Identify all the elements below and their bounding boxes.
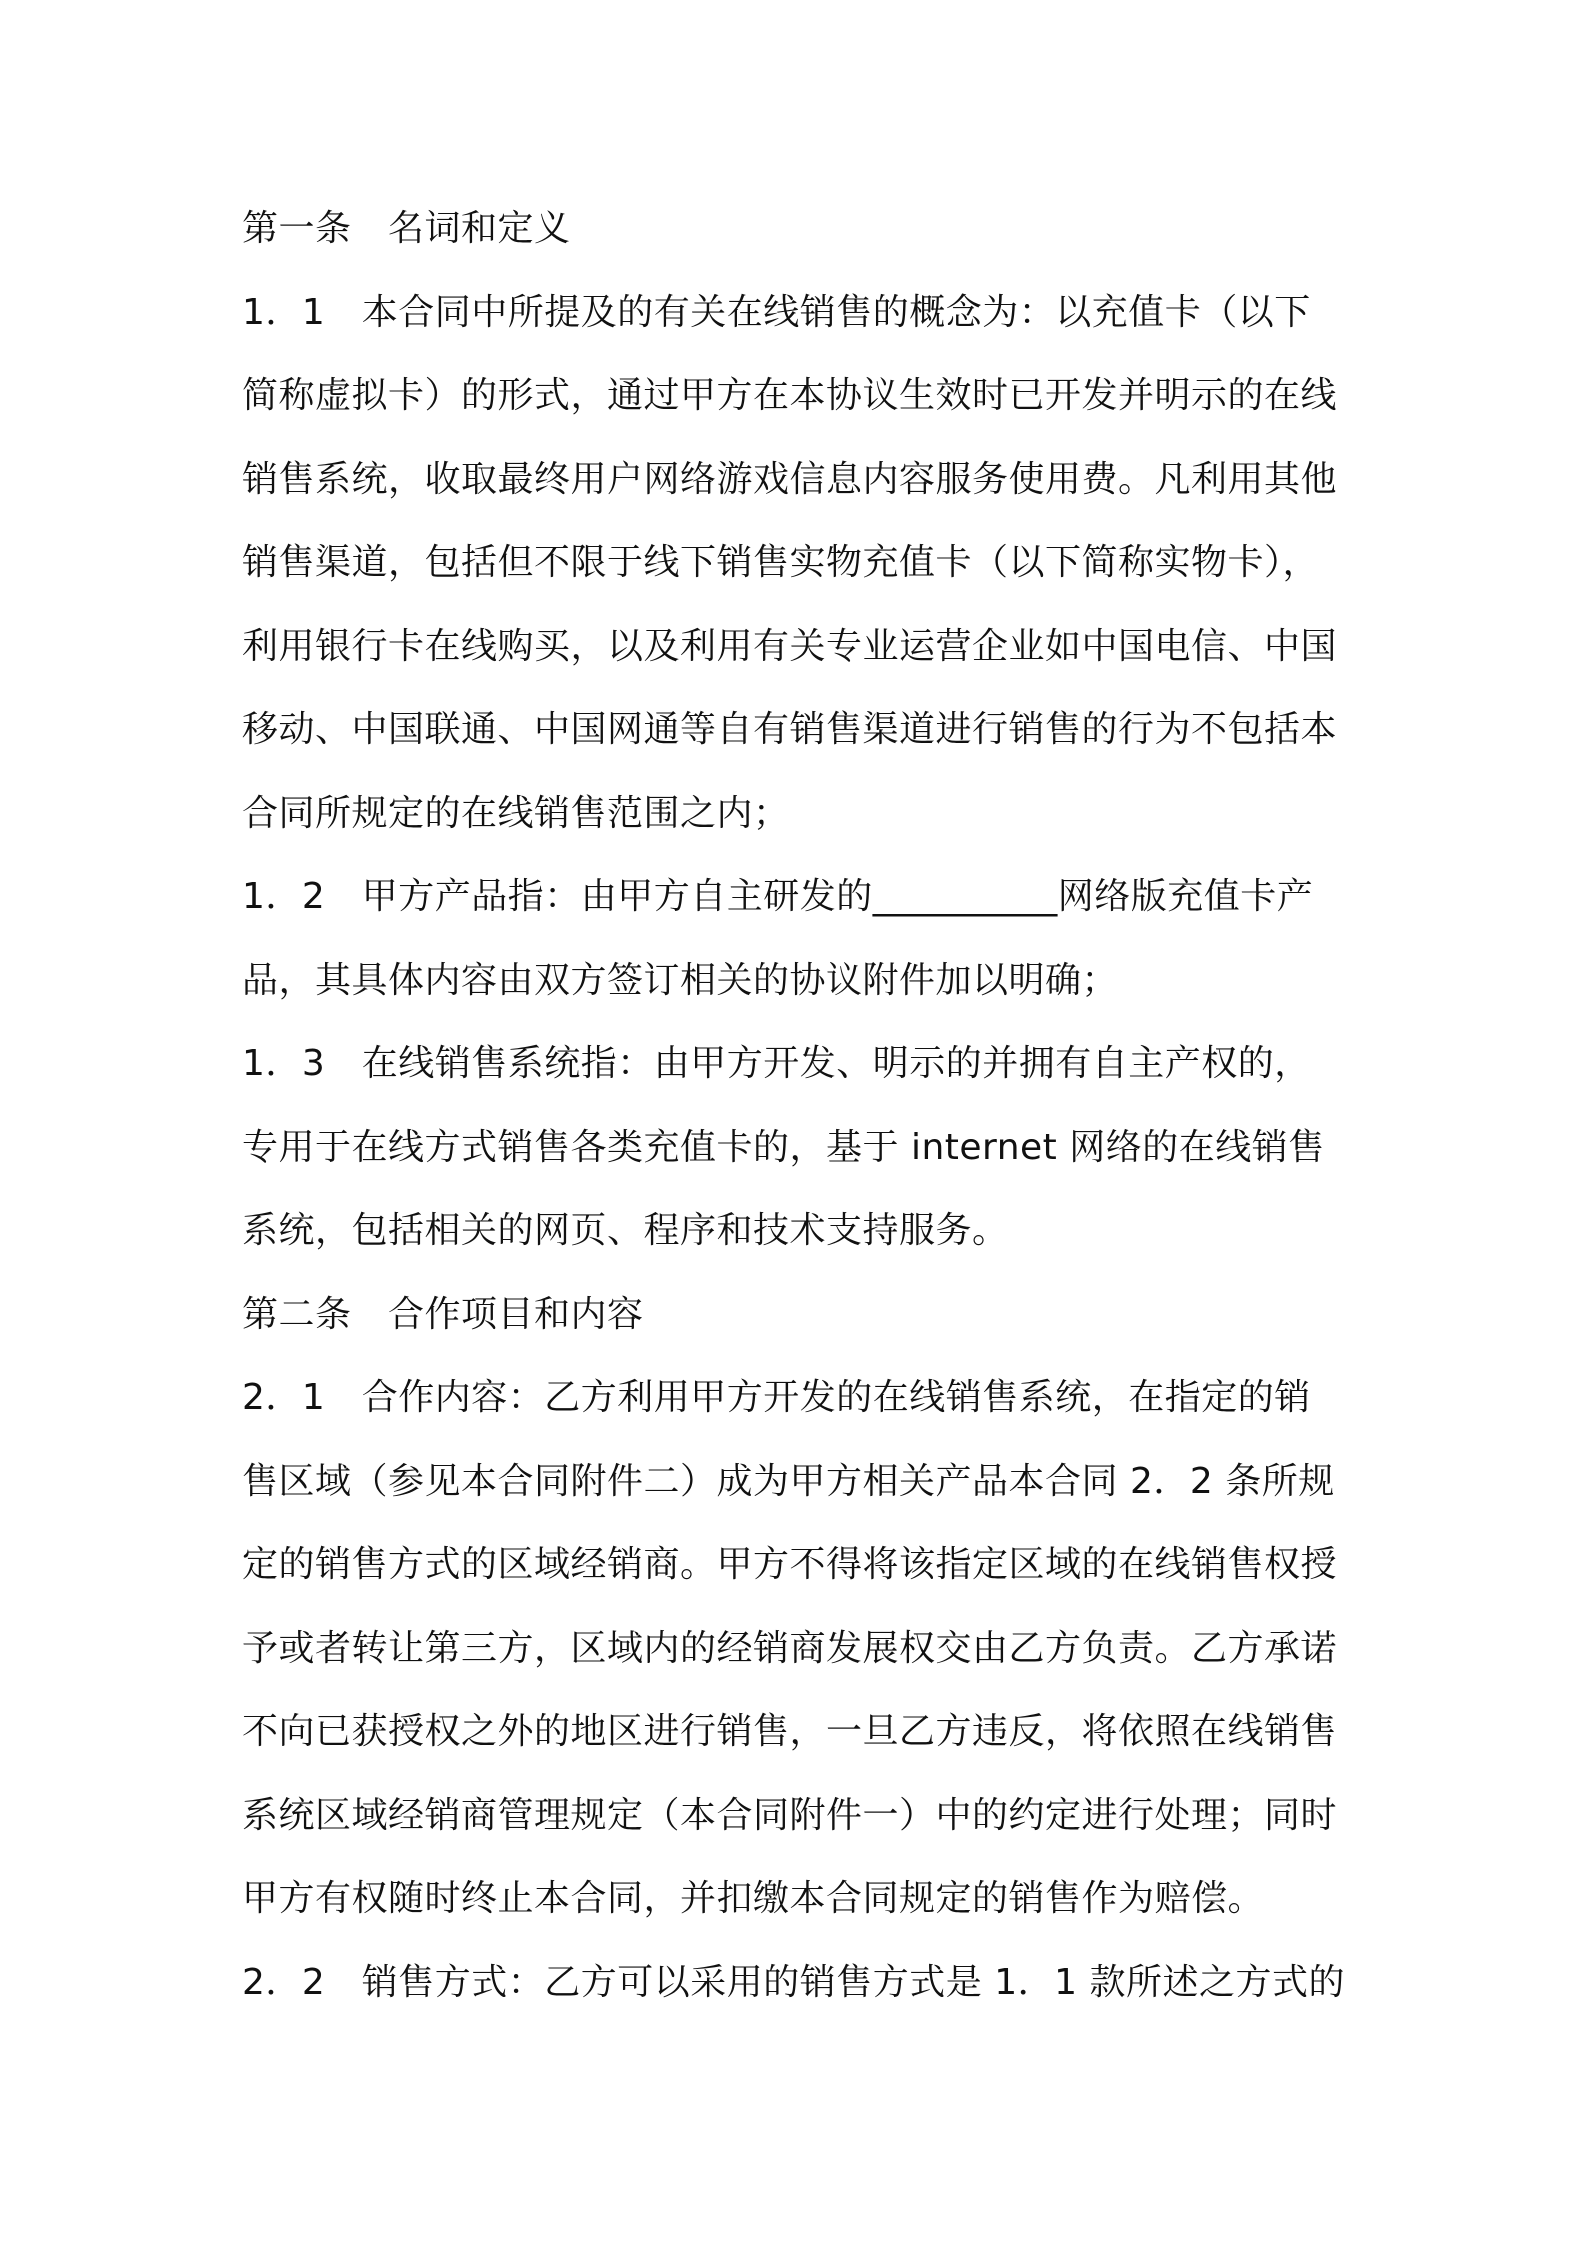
paragraph-line: 2．2 销售方式：乙方可以采用的销售方式是 1．1 款所述之方式的 [242, 1962, 1346, 2003]
paragraph-line: 不向已获授权之外的地区进行销售，一旦乙方违反，将依照在线销售 [242, 1711, 1338, 1752]
paragraph-line: 系统，包括相关的网页、程序和技术支持服务。 [242, 1210, 1009, 1251]
paragraph-line: 销售系统，收取最终用户网络游戏信息内容服务使用费。凡利用其他 [242, 459, 1338, 500]
paragraph-line: 定的销售方式的区域经销商。甲方不得将该指定区域的在线销售权授 [242, 1544, 1338, 1585]
paragraph-line: 1．1 本合同中所提及的有关在线销售的概念为：以充值卡（以下 [242, 292, 1311, 333]
paragraph-line: 2．1 合作内容：乙方利用甲方开发的在线销售系统，在指定的销 [242, 1377, 1311, 1418]
paragraph-line: 售区域（参见本合同附件二）成为甲方相关产品本合同 2．2 条所规 [242, 1461, 1335, 1502]
article-2-heading: 第二条 合作项目和内容 [242, 1294, 644, 1335]
paragraph-line: 1．2 甲方产品指：由甲方自主研发的__________网络版充值卡产 [242, 876, 1314, 917]
paragraph-line: 1．3 在线销售系统指：由甲方开发、明示的并拥有自主产权的， [242, 1043, 1311, 1084]
paragraph-line: 品，其具体内容由双方签订相关的协议附件加以明确； [242, 960, 1119, 1001]
article-1-heading: 第一条 名词和定义 [242, 208, 571, 249]
paragraph-line: 系统区域经销商管理规定（本合同附件一）中的约定进行处理；同时 [242, 1795, 1338, 1836]
paragraph-line: 予或者转让第三方，区域内的经销商发展权交由乙方负责。乙方承诺 [242, 1628, 1338, 1669]
paragraph-line: 销售渠道，包括但不限于线下销售实物充值卡（以下简称实物卡）， [242, 542, 1320, 583]
paragraph-line: 简称虚拟卡）的形式，通过甲方在本协议生效时已开发并明示的在线 [242, 375, 1338, 416]
paragraph-line: 合同所规定的在线销售范围之内； [242, 793, 790, 834]
paragraph-line: 利用银行卡在线购买，以及利用有关专业运营企业如中国电信、中国 [242, 626, 1338, 667]
paragraph-line: 移动、中国联通、中国网通等自有销售渠道进行销售的行为不包括本 [242, 709, 1338, 750]
paragraph-line: 专用于在线方式销售各类充值卡的，基于 internet 网络的在线销售 [242, 1127, 1325, 1168]
paragraph-line: 甲方有权随时终止本合同，并扣缴本合同规定的销售作为赔偿。 [242, 1878, 1265, 1919]
